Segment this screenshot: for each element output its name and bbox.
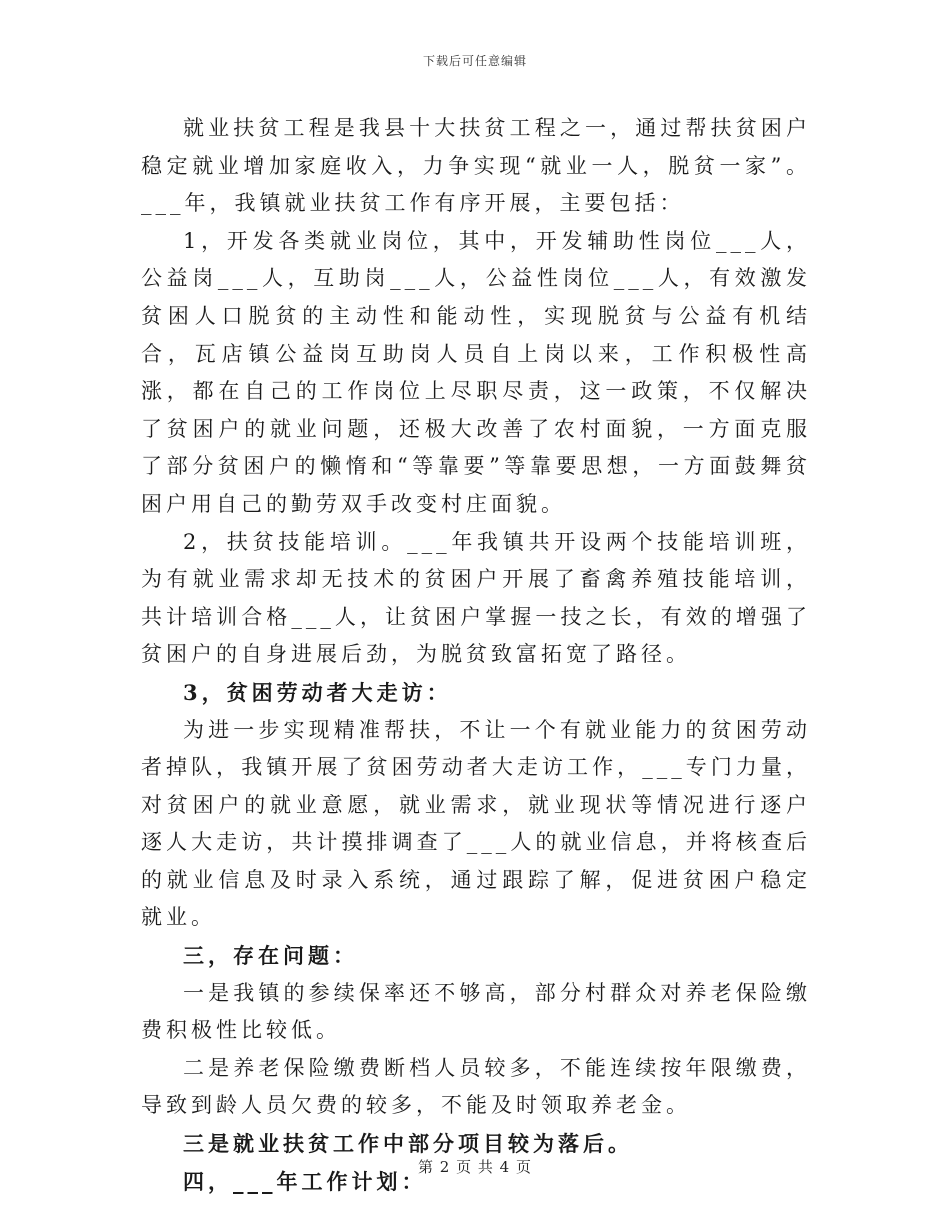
paragraph-problem-three: 三是就业扶贫工作中部分项目较为落后。 bbox=[183, 1131, 633, 1157]
page-header-note: 下载后可任意编辑 bbox=[422, 54, 527, 68]
page-number-footer: 第 2 页 共 4 页 bbox=[418, 1158, 532, 1176]
paragraph-intro: 就业扶贫工程是我县十大扶贫工程之一，通过帮扶贫困户稳定就业增加家庭收入，力争实现“就业一人，脱贫一家”。___年，我镇就业扶贫工作有序开展，主要包括： bbox=[141, 116, 811, 216]
heading-work-plan: 四，___年工作计划： bbox=[183, 1168, 427, 1194]
paragraph-labor-visits: 为进一步实现精准帮扶，不让一个有就业能力的贫困劳动者掉队，我镇开展了贫困劳动者大走访工作，___专门力量，对贫困户的就业意愿，就业需求，就业现状等情况进行逐户逐人大走访，共计摸排调查了___人的就业信息，并将核查后的就业信息及时录入系统，通过跟踪了解，促进贫困户稳定就业。 bbox=[141, 717, 811, 930]
paragraph-job-positions: 1，开发各类就业岗位，其中，开发辅助性岗位___人，公益岗___人，互助岗___人，公益性岗位___人，有效激发贫困人口脱贫的主动性和能动性，实现脱贫与公益有机结合，瓦店镇公益岗互助岗人员自上岗以来，工作积极性高涨，都在自己的工作岗位上尽职尽责，这一政策，不仅解决了贫困户的就业问题，还极大改善了农村面貌，一方面克服了部分贫困户的懒惰和“等靠要”等靠要思想，一方面鼓舞贫困户用自己的勤劳双手改变村庄面貌。 bbox=[141, 228, 811, 516]
paragraph-skills-training: 2，扶贫技能培训。___年我镇共开设两个技能培训班，为有就业需求却无技术的贫困户开展了畜禽养殖技能培训，共计培训合格___人，让贫困户掌握一技之长，有效的增强了贫困户的自身进展后劲，为脱贫致富拓宽了路径。 bbox=[141, 529, 811, 667]
heading-labor-visits: 3，贫困劳动者大走访： bbox=[183, 679, 452, 705]
paragraph-problem-one: 一是我镇的参续保率还不够高，部分村群众对养老保险缴费积极性比较低。 bbox=[141, 980, 811, 1043]
paragraph-problem-two: 二是养老保险缴费断档人员较多，不能连续按年限缴费，导致到龄人员欠费的较多，不能及时领取养老金。 bbox=[141, 1055, 811, 1118]
document-body bbox=[141, 110, 811, 1200]
heading-existing-problems: 三，存在问题： bbox=[183, 943, 358, 969]
